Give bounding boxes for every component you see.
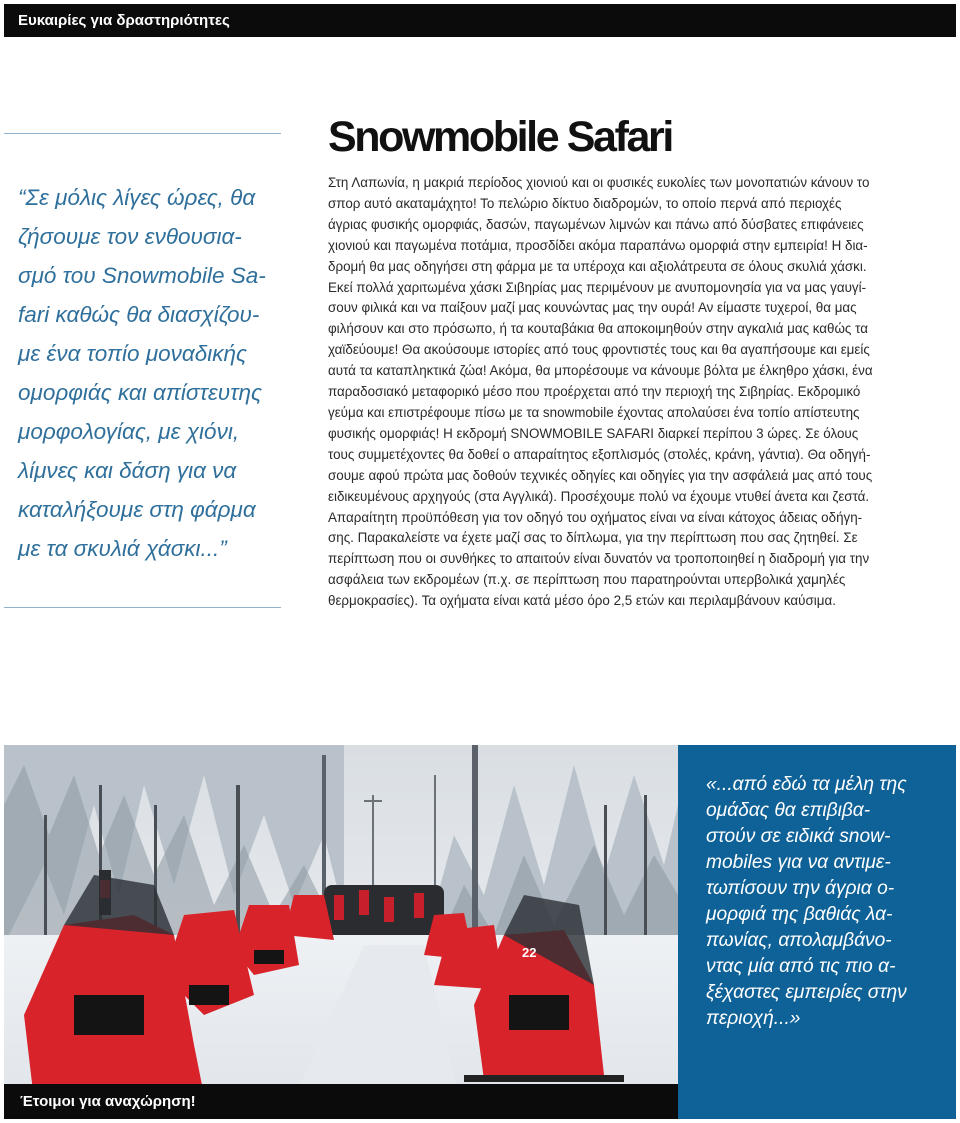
photo-caption-bar (4, 1084, 678, 1119)
article-body-line: Στη Λαπωνία, η μακριά περίοδος χιονιού και οι φυσικές ευκολίες των μονοπατιών κάνουν το (328, 175, 870, 190)
blue-quote-line: πωνίας, απολαμβάνο- (706, 930, 892, 951)
photo-caption: Έτοιμοι για αναχώρηση! (20, 1093, 196, 1110)
article-body-line: σης. Παρακαλείστε να έχετε μαζί σας το δίπλωμα, για την περίπτωση που σας ζητηθεί. Σε (328, 530, 858, 546)
article-title: Snowmobile Safari (328, 113, 672, 161)
blue-quote-line: ξέχαστες εμπειρίες στην (706, 982, 907, 1003)
article-body-line: φυσικής ομορφιάς! Η εκδρομή SNOWMOBILE SAFARI διαρκεί περίπου 3 ώρες. Σε όλους (328, 425, 859, 441)
article-body-line: χαϊδεύουμε! Θα ακούσουμε ιστορίες από τους φροντιστές τους και θα αγαπήσουμε και εμείς (328, 342, 870, 358)
blue-quote-line: ομάδας θα επιβιβα- (706, 800, 871, 821)
section-title: Ευκαιρίες για δραστηριότητες (18, 12, 230, 29)
pull-quote-line: σμό του Snowmobile Sa- (18, 263, 266, 288)
pull-quote-line: μορφολογίας, με χιόνι, (18, 419, 240, 444)
article-body-line: ασφάλεια των εκδρομέων (π.χ. σε περίπτωση που παρατηρούνται υπερβολικά χαμηλές (328, 572, 846, 588)
article-body-line: Εκεί πολλά χαριτωμένα χάσκι Σιβηρίας μας περιμένουν με ανυπομονησία για να μας γαυγί- (328, 279, 867, 295)
snowmobile-scene (4, 745, 678, 1119)
pull-quote-line: καταλήξουμε στη φάρμα (18, 497, 256, 522)
quote-top-rule (4, 133, 281, 134)
article-body-line: περίπτωση που οι συνθήκες το απαιτούν είναι δυνατόν να τροποποιηθεί η διαδρομή για την (328, 551, 870, 567)
pull-quote-line: με ένα τοπίο μοναδικής (18, 341, 247, 366)
article-body-line: γεύμα και επιστρέφουμε πίσω με τα snowmobile έχοντας απολαύσει ένα τοπίο απίστευτης (328, 404, 860, 420)
article-body-line: παραδοσιακό μεταφορικό μέσο που προέρχεται από την περιοχή της Σιβηρίας. Εκδρομικό (328, 384, 861, 400)
pull-quote-line: ομορφιάς και απίστευτης (18, 380, 262, 405)
pull-quote-line: λίμνες και δάση για να (18, 458, 237, 483)
section-header-bar (4, 4, 956, 37)
quote-bottom-rule (4, 607, 281, 608)
article-body-line: άγριας φυσικής ομορφιάς, δασών, παγωμένων λιμνών και πάνω από δύσβατες επιφάνειες (328, 216, 864, 232)
pull-quote-line: με τα σκυλιά χάσκι...” (18, 536, 227, 561)
article-body (328, 173, 944, 612)
pull-quote-line: ζήσουμε τον ενθουσια- (18, 224, 242, 249)
article-body-line: φιλήσουν και στο πρόσωπο, ή τα κουταβάκια θα αποκοιμηθούν στην αγκαλιά μας καθώς τα (328, 321, 868, 337)
article-body-line: ειδικευμένους αρχηγούς (στα Αγγλικά). Προσέχουμε πολύ να έχουμε ντυθεί άνετα και ζεστά. (328, 488, 870, 504)
article-body-line: θερμοκρασίες). Τα οχήματα είναι κατά μέσο όρο 2,5 ετών και περιλαμβάνουν καύσιμα. (328, 593, 836, 609)
blue-quote-line: τωπίσουν την άγρια ο- (706, 878, 895, 899)
article-body-line: σουν φιλικά και να παίξουν μαζί μας κουνώντας μας την ουρά! Αν είμαστε τυχεροί, θα μας (328, 300, 857, 316)
article-body-line: σπορ αυτό ακαταμάχητο! Το πελώριο δίκτυο διαδρομών, το οποίο περνά από περιοχές (328, 195, 842, 211)
pull-quote-line: “Σε μόλις λίγες ώρες, θα (18, 185, 256, 210)
article-body-line: δρομή θα μας οδηγήσει στη φάρμα με τα υπέροχα και αξιολάτρευτα σε όλους σκυλιά χάσκι. (328, 258, 867, 274)
blue-quote-line: περιοχή...» (706, 1008, 801, 1029)
blue-quote-line: μορφιά της βαθιάς λα- (706, 904, 893, 925)
pull-quote (18, 178, 280, 568)
blue-quote-line: στούν σε ειδικά snow- (706, 826, 891, 847)
article-body-line: σουμε αφού πρώτα μας δοθούν τεχνικές οδηγίες και οδηγίες για την ασφάλειά μας από τους (328, 467, 873, 483)
article-body-line: χιονιού και παγωμένα ποτάμια, προσδίδει ακόμα παραπάνω ομορφιά στην εμπειρία! Η δια- (328, 237, 868, 253)
blue-quote-line: «...από εδώ τα μέλη της (706, 774, 907, 795)
blue-quote-line: ντας μία από τις πιο α- (706, 956, 896, 977)
pull-quote-line: fari καθώς θα διασχίζου- (18, 302, 260, 327)
article-body-line: Απαραίτητη προϋπόθεση για τον οδηγό του οχήματος είναι να είναι κάτοχος άδειας οδήγη- (328, 509, 863, 525)
article-body-line: αυτά τα καταπληκτικά ζώα! Ακόμα, θα μπορέσουμε να κάνουμε βόλτα με έλκηθρο χάσκι, ένα (328, 363, 873, 379)
blue-quote (706, 772, 938, 1032)
blue-quote-line: mobiles για να αντιμε- (706, 852, 891, 873)
snowmobile-photo (4, 745, 678, 1119)
article-body-line: τους συμμετέχοντες θα δοθεί ο απαραίτητος εξοπλισμός (στολές, κράνη, γάντια). Θα οδηγή- (328, 446, 871, 462)
sled-number: 22 (522, 945, 537, 960)
